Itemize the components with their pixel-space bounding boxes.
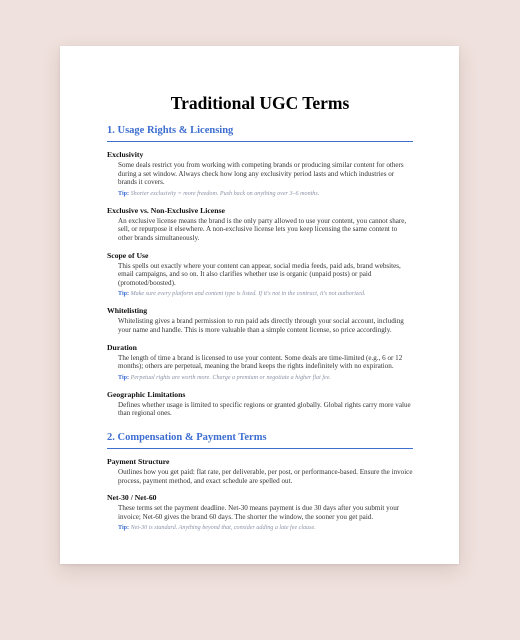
document-page xyxy=(60,46,459,564)
term-exclusivity xyxy=(107,150,413,198)
tip-label: Tip: xyxy=(118,525,130,532)
tip-note xyxy=(118,374,413,382)
term-name: Exclusivity xyxy=(107,150,144,159)
section-usage-rights xyxy=(107,124,413,418)
term-name: Exclusive vs. Non-Exclusive License xyxy=(107,205,225,215)
term-exclusive-license xyxy=(107,206,413,243)
tip-label: Tip: xyxy=(118,190,130,197)
term-name: Geographic Limitations xyxy=(107,389,186,399)
term-name: Whitelisting xyxy=(107,306,148,316)
term-description: Outlines how you get paid: flat rate, per deliverable, per post, or performance-based. Ensure the invoice process, payment method, and exact schedule are spelled out. xyxy=(118,467,413,485)
term-description: Some deals restrict you from working with competing brands or producing similar content for others during a set window. Always check how long any exclusivity period lasts and which industries or brands it covers. xyxy=(118,161,404,187)
tip-note xyxy=(118,524,413,532)
term-description: These terms set the payment deadline. Net-30 means payment is due 30 days after you submit your invoice; Net-60 gives the brand 60 days. The shorter the window, the sooner you get paid. xyxy=(118,504,400,521)
tip-note xyxy=(118,290,413,298)
term-name: Duration xyxy=(107,342,137,352)
document-title: Traditional UGC Terms xyxy=(170,93,350,113)
tip-text: Net-30 is standard. Anything beyond that, consider adding a late fee clause. xyxy=(130,525,316,532)
term-description: Whitelisting gives a brand permission to run paid ads directly through your social account, including your name and handle. This is more valuable than a simple content license, so price accordingly. xyxy=(118,317,404,334)
term-description: Defines whether usage is limited to specific regions or granted globally. Global rights carry more value than regional ones. xyxy=(118,400,411,418)
term-net-30-60 xyxy=(107,493,413,532)
term-payment-structure xyxy=(107,457,413,485)
tip-text: Shorter exclusivity = more freedom. Push back on anything over 3–6 months. xyxy=(130,190,320,197)
section-heading: 1. Usage Rights & Licensing xyxy=(107,124,413,142)
term-name: Scope of Use xyxy=(107,250,149,260)
term-description: This spells out exactly where your content can appear, social media feeds, paid ads, brand websites, email campaigns, and so on. It also clarifies whether use is organic (unpaid posts) or paid (promoted/boosted). xyxy=(118,261,401,287)
term-whitelisting xyxy=(107,306,413,334)
tip-text: Make sure every platform and content type is listed. If it's not in the contract, it's not authorized. xyxy=(130,291,366,298)
term-name: Net-30 / Net-60 xyxy=(107,493,157,503)
term-description: An exclusive license means the brand is the only party allowed to use your content, you cannot share, sell, or repurpose it elsewhere. A non-exclusive license lets you keep licensing the same content to other brands simultaneously. xyxy=(118,216,407,242)
tip-text: Perpetual rights are worth more. Charge a premium or negotiate a higher flat fee. xyxy=(130,374,331,381)
term-duration xyxy=(107,343,413,382)
term-scope-of-use xyxy=(107,251,413,299)
section-compensation xyxy=(107,431,413,532)
term-geographic-limitations xyxy=(107,390,413,418)
tip-note xyxy=(118,190,413,198)
section-heading: 2. Compensation & Payment Terms xyxy=(107,431,413,449)
tip-label: Tip: xyxy=(118,374,130,381)
term-description: The length of time a brand is licensed to use your content. Some deals are time-limited (e.g., 6 or 12 months); others are perpetual, meaning the brand keeps the rights indefinitely with no expiration. xyxy=(118,353,403,371)
term-name: Payment Structure xyxy=(107,456,170,466)
tip-label: Tip: xyxy=(118,291,130,298)
